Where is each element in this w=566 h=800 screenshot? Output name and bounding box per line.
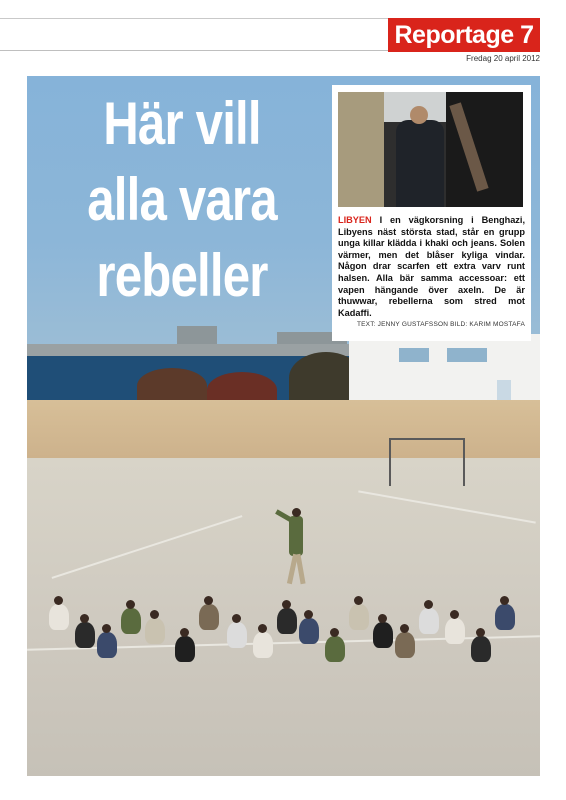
seated-person (445, 618, 465, 644)
inset-figure-left (338, 92, 384, 207)
seated-person (49, 604, 69, 630)
headline (75, 86, 288, 314)
issue-date: Fredag 20 april 2012 (466, 54, 540, 63)
seated-person-head (232, 614, 241, 623)
headline-line: Här vill (103, 90, 261, 157)
seated-person-head (450, 610, 459, 619)
seated-person-head (150, 610, 159, 619)
inset-figure-head (410, 106, 428, 124)
intro-lead: LIBYEN (338, 215, 372, 225)
building-window (447, 348, 487, 362)
seated-person-head (126, 600, 135, 609)
seated-person (299, 618, 319, 644)
shrub (137, 368, 207, 404)
byline: TEXT: JENNY GUSTAFSSON BILD: KARIM MOSTAFA (356, 321, 525, 329)
seated-person-head (424, 600, 433, 609)
seated-person-head (102, 624, 111, 633)
football-goal (389, 438, 465, 486)
seated-person (471, 636, 491, 662)
seated-person (121, 608, 141, 634)
top-rule (0, 18, 388, 19)
seated-person-head (500, 596, 509, 605)
headline-line: alla vara (87, 166, 277, 233)
seated-person-head (378, 614, 387, 623)
inset-figure-center (396, 120, 444, 207)
seated-person-head (54, 596, 63, 605)
intro-text (338, 215, 525, 319)
seated-person-head (400, 624, 409, 633)
seated-person (145, 618, 165, 644)
seated-person (97, 632, 117, 658)
standing-man-head (292, 508, 301, 517)
seated-person (175, 636, 195, 662)
intro-box (332, 85, 531, 341)
harbor-structure (177, 326, 217, 344)
standing-man (289, 516, 303, 556)
section-label: Reportage 7 (388, 18, 540, 52)
seated-person (325, 636, 345, 662)
headline-line: rebeller (96, 242, 268, 309)
seated-person-head (180, 628, 189, 637)
seated-person-head (354, 596, 363, 605)
seated-person (373, 622, 393, 648)
seated-person-head (304, 610, 313, 619)
seated-person-head (282, 600, 291, 609)
seated-person-head (330, 628, 339, 637)
seated-person (277, 608, 297, 634)
seated-person-head (258, 624, 267, 633)
building (349, 334, 540, 406)
seated-person (227, 622, 247, 648)
seated-person (495, 604, 515, 630)
seated-person (75, 622, 95, 648)
building-window (399, 348, 429, 362)
intro-body: I en vägkorsning i Benghazi, Libyens näst största stad, står en grupp unga killar klädda i khaki och jeans. Solen värmer, men det blåser kyliga vindar. Någon drar scarfen ett extra varv runt halsen. Alla bär samma accessoar: ett vapen hängande över axeln. De är thuwwar, rebellerna som stred mot Kadaffi. (338, 215, 525, 318)
seated-person (253, 632, 273, 658)
inset-photo (338, 92, 523, 207)
seated-person (349, 604, 369, 630)
seated-person (199, 604, 219, 630)
seated-person-head (80, 614, 89, 623)
seated-person-head (204, 596, 213, 605)
seated-person-head (476, 628, 485, 637)
seated-person (419, 608, 439, 634)
seated-person (395, 632, 415, 658)
